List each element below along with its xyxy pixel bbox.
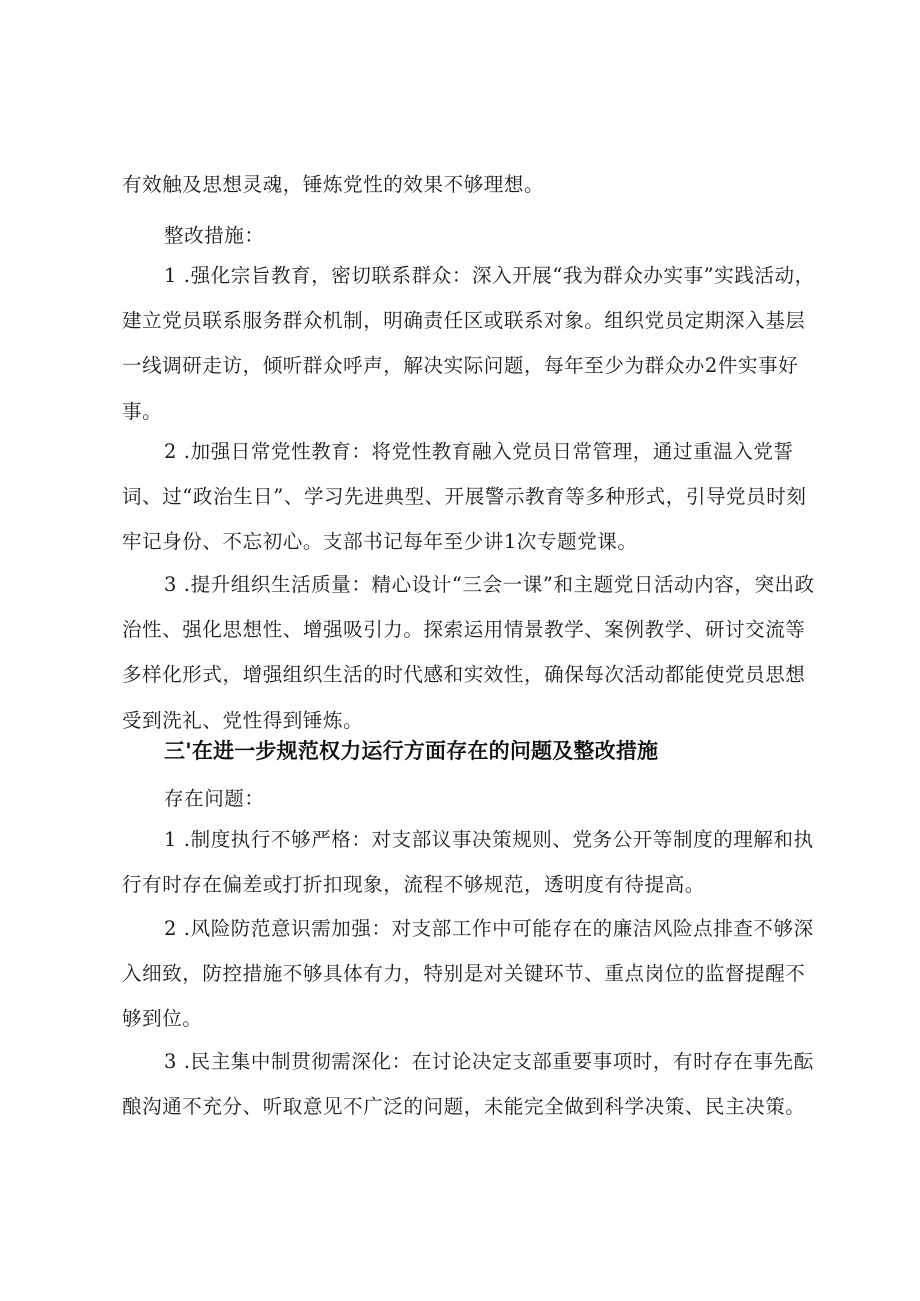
- problem-item-1: 1 .制度执行不够严格：对支部议事决策规则、党务公开等制度的理解和执行有时存在偏差或打折扣现象，流程不够规范，透明度有待提高。: [122, 828, 814, 897]
- problem-item-2: 2 .风险防范意识需加强：对支部工作中可能存在的廉洁风险点排查不够深入细致，防控措施不够具体有力，特别是对关键环节、重点岗位的监督提醒不够到位。: [122, 917, 814, 1031]
- paragraph-continuation: 有效触及思想灵魂，锤炼党性的效果不够理想。: [122, 173, 545, 196]
- measure-item-2: 2 .加强日常党性教育：将党性教育融入党员日常管理，通过重温入党誓词、过“政治生日”、学习先进典型、开展警示教育等多种形式，引导党员时刻牢记身份、不忘初心。支部书记每年至少讲1次专题党课。: [122, 440, 807, 554]
- measure-item-1: 1 .强化宗旨教育，密切联系群众：深入开展“我为群众办实事”实践活动，建立党员联系服务群众机制，明确责任区或联系对象。组织党员定期深入基层一线调研走访，倾听群众呼声，解决实际问题，每年至少为群众办2件实事好事。: [122, 264, 815, 423]
- measure-item-3: 3 .提升组织生活质量：精心设计“三会一课”和主题党日活动内容，突出政治性、强化思想性、增强吸引力。探索运用情景教学、案例教学、研讨交流等多样化形式，增强组织生活的时代感和实效性，确保每次活动都能使党员思想受到洗礼、党性得到锤炼。: [122, 573, 815, 732]
- measures-label: 整改措施：: [164, 224, 265, 247]
- problems-label: 存在问题：: [164, 787, 265, 810]
- section-heading: 三'在进一步规范权力运行方面存在的问题及整改措施: [164, 739, 659, 763]
- problem-item-3: 3 .民主集中制贯彻需深化：在讨论决定支部重要事项时，有时存在事先酝酿沟通不充分、听取意见不广泛的问题，未能完全做到科学决策、民主决策。: [122, 1050, 814, 1119]
